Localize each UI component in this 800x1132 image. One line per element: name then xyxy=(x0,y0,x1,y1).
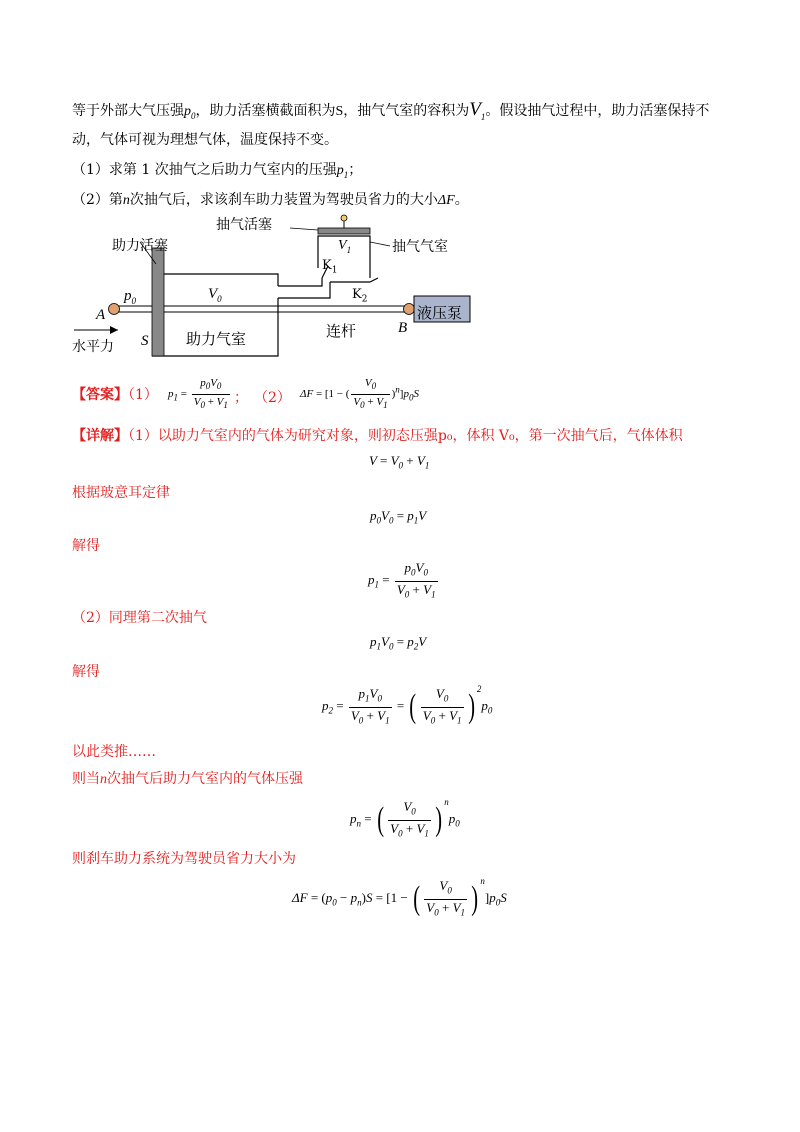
label-assist-chamber: 助力气室 xyxy=(186,330,247,348)
label-assist-piston: 助力活塞 xyxy=(112,238,168,254)
answer-part2: （2） xyxy=(254,390,291,406)
text-boyle: 根据玻意耳定律 xyxy=(72,485,170,501)
text-second: （2）同理第二次抽气 xyxy=(72,610,207,626)
eq-boyle: $p_0V_0 = p_1V$ xyxy=(370,508,427,526)
assist-piston xyxy=(152,248,164,356)
problem-line-2: 动，气体可视为理想气体，温度保持不变。 xyxy=(72,132,338,148)
problem-line-1: 等于外部大气压强$p_0$，助力活塞横截面积为S，抽气气室的容积为$V_1$。假设抽气过程中，助力活塞保持不 xyxy=(72,99,710,122)
label-K2: $K_2$ xyxy=(352,287,368,305)
eq-dF: $\Delta F = (p_0 - p_n)S = [1$ − ( $\frac{V_0}{V_0 + V_1}$ ) $^n]p_0S$ xyxy=(292,876,507,918)
answer-eq-1: $p_1$ = $\frac{p_0V_0}{V_0 + V_1}$ xyxy=(168,377,228,411)
eq-V: $V = V_0 + V_1$ xyxy=(369,453,430,471)
explanation-intro: 【详解】（1）以助力气室内的气体为研究对象，则初态压强p₀，体积 V₀，第一次抽气后，气体体积 xyxy=(72,428,683,444)
label-B: B xyxy=(398,320,408,336)
pump-piston xyxy=(318,228,370,234)
label-hydraulic-pump: 液压泵 xyxy=(417,304,463,322)
var-V1: $V_1$ xyxy=(469,99,486,122)
label-p0: $p_0$ xyxy=(124,288,136,306)
answer-tag: 【答案】 xyxy=(72,387,128,403)
label-A: A xyxy=(96,307,106,323)
eq-p2: $p_2$ = $\frac{p_1V_0}{V_0 + V_1}$ = ( $\frac{V_0}{V_0 + V_1}$ ) $^2p_0$ xyxy=(322,684,493,726)
label-S: S xyxy=(141,333,149,349)
label-pump-piston: 抽气活塞 xyxy=(216,217,272,233)
answer-eq-2: ΔF = [1 − ( $\frac{V_0}{V_0 + V_1}$ )$^n]p_0S$ xyxy=(300,377,419,411)
label-horizontal-force: 水平力 xyxy=(72,339,114,355)
question-2: （2）第n次抽气后，求该刹车助力装置为驾驶员省力的大小ΔF。 xyxy=(72,192,469,208)
answer-sep: ； xyxy=(234,390,248,406)
ball-A xyxy=(109,304,120,315)
answer-line: 【答案】（1） xyxy=(72,387,158,403)
text-etc: 以此类推…… xyxy=(72,744,156,760)
text-force: 则刹车助力系统为驾驶员省力大小为 xyxy=(72,851,296,867)
eq-second: $p_1V_0 = p_2V$ xyxy=(370,634,427,652)
eq-p1: $p_1$ = $\frac{p_0V_0}{V_0 + V_1}$ xyxy=(368,560,436,600)
label-K1: $K_1$ xyxy=(322,258,338,276)
text-nth: 则当n次抽气后助力气室内的气体压强 xyxy=(72,771,303,787)
label-rod: 连杆 xyxy=(326,322,357,340)
label-V0: $V_0$ xyxy=(208,286,222,304)
label-V1: $V_1$ xyxy=(338,238,352,255)
question-1: （1）求第 1 次抽气之后助力气室内的压强$p_1$； xyxy=(72,162,363,180)
explanation-tag: 【详解】 xyxy=(72,428,128,444)
text-solve-2: 解得 xyxy=(72,664,100,680)
var-p0: $p_0$ xyxy=(184,104,196,121)
ball-B xyxy=(404,304,415,315)
text-solve-1: 解得 xyxy=(72,538,100,554)
eq-pn: $p_n$ = ( $\frac{V_0}{V_0 + V_1}$ ) $^np_0$ xyxy=(350,797,460,839)
label-pump-chamber: 抽气气室 xyxy=(392,239,448,255)
